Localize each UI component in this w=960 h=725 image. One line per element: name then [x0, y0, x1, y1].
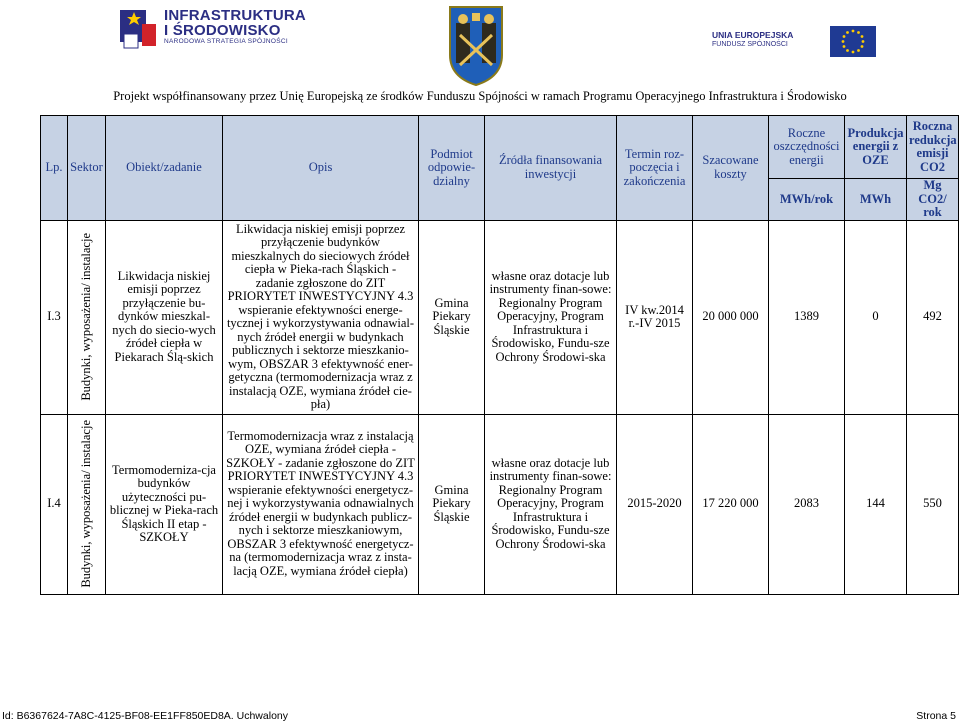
- col-header-sektor: Sektor: [68, 116, 106, 221]
- infrastruktura-emblem-icon: [120, 10, 158, 50]
- infrastruktura-subtitle: NARODOWA STRATEGIA SPÓJNOŚCI: [164, 38, 288, 45]
- cell-produkcja: 0: [845, 220, 907, 414]
- eu-subtitle: FUNDUSZ SPÓJNOŚCI: [712, 41, 788, 48]
- cell-obiekt: Likwidacja niskiej emisji poprzez przyłączenie bu-dynków mieszkal-nych do siecio-wych źródeł ciepła w Piekarach Ślą-skich: [106, 220, 223, 414]
- unit-redukcja: Mg CO2/ rok: [907, 179, 959, 221]
- header-row: [41, 116, 959, 179]
- cell-opis: Likwidacja niskiej emisji poprzez przyłączenie budynków mieszkalnych do sieciowych źródeł ciepła w Pieka-rach Śląskich - zadanie zgłoszone do ZIT PRIORYTET INWESTYCYJNY 4.3 wspieranie efektywności energe-tycznej i wykorzystywania odnawial-nych źródeł energii w budynkach publicznych i sektorze mieszkanio-wym, OBSZAR 3 efektywność ener-getyczna (termomodernizacja wraz z instalacją OZE, wymiana źródeł cie-pła): [223, 220, 419, 414]
- col-header-zrodla: Źródła finansowania inwestycji: [485, 116, 617, 221]
- table-row: [41, 220, 959, 414]
- col-header-koszty: Szacowane koszty: [693, 116, 769, 221]
- cell-zrodla: własne oraz dotacje lub instrumenty finan-sowe: Regionalny Program Operacyjny, Program Infrastruktura i Środowisko, Fundu-sze Ochrony Środowi-ska: [485, 414, 617, 594]
- cell-obiekt: Termomoderniza-cja budynków użyteczności pu-blicznej w Pieka-rach Śląskich II etap - SZKOŁY: [106, 414, 223, 594]
- cell-oszczednosci: 1389: [769, 220, 845, 414]
- cell-lp: I.4: [41, 414, 68, 594]
- infrastruktura-title: INFRASTRUKTURA I ŚRODOWISKO: [164, 7, 306, 39]
- eu-title: UNIA EUROPEJSKA: [712, 30, 794, 40]
- col-header-produkcja: Produkcja energii z OZE: [845, 116, 907, 179]
- cell-opis: Termomodernizacja wraz z instalacją OZE, wymiana źródeł ciepła - SZKOŁY - zadanie zgłoszone do ZIT PRIORYTET INWESTYCYJNY 4.3 wspieranie efektywności energetycz-nej i wykorzystywania odnawialnych źródeł energii w budynkach publicz-nych i sektorze mieszkaniowym, OBSZAR 3 efektywność energetycz-na (termomodernizacja wraz z insta-lacją OZE, wymiana źródeł ciepła): [223, 414, 419, 594]
- cell-sektor-text: Budynki, wyposażenia/ instalacje: [79, 233, 93, 401]
- cell-termin: IV kw.2014 r.-IV 2015: [617, 220, 693, 414]
- cell-sektor-text: Budynki, wyposażenia/ instalacje: [79, 420, 93, 588]
- cell-podmiot: Gmina Piekary Śląskie: [419, 414, 485, 594]
- col-header-lp: Lp.: [41, 116, 68, 221]
- col-header-oszczednosci: Roczne oszczędności energii: [769, 116, 845, 179]
- unit-oszczednosci: MWh/rok: [769, 179, 845, 221]
- coat-of-arms-icon: [446, 5, 506, 87]
- cell-termin: 2015-2020: [617, 414, 693, 594]
- col-header-termin: Termin roz-poczęcia i zakończenia: [617, 116, 693, 221]
- project-cofinancing-line: Projekt współfinansowany przez Unię Europejską ze środków Funduszu Spójności w ramach Programu Operacyjnego Infrastruktura i Środowisko: [113, 89, 847, 103]
- table-row: [41, 414, 959, 594]
- cell-koszty: 20 000 000: [693, 220, 769, 414]
- col-header-redukcja: Roczna redukcja emisji CO2: [907, 116, 959, 179]
- cell-koszty: 17 220 000: [693, 414, 769, 594]
- unit-produkcja: MWh: [845, 179, 907, 221]
- cell-redukcja: 492: [907, 220, 959, 414]
- page-number: Strona 5: [916, 710, 956, 722]
- col-header-opis: Opis: [223, 116, 419, 221]
- cell-sektor: [68, 220, 106, 414]
- cell-produkcja: 144: [845, 414, 907, 594]
- infrastruktura-logo: [120, 6, 306, 56]
- measures-table: [40, 115, 959, 595]
- eu-flag-icon: [830, 26, 876, 57]
- col-header-podmiot: Podmiot odpowie-dzialny: [419, 116, 485, 221]
- cell-oszczednosci: 2083: [769, 414, 845, 594]
- cell-sektor: [68, 414, 106, 594]
- cell-zrodla: własne oraz dotacje lub instrumenty finan-sowe: Regionalny Program Operacyjny, Program Infrastruktura i Środowisko, Fundu-sze Ochrony Środowi-ska: [485, 220, 617, 414]
- eu-logo: [712, 26, 902, 62]
- cell-lp: I.3: [41, 220, 68, 414]
- document-id-footer: Id: B6367624-7A8C-4125-BF08-EE1FF850ED8A. Uchwalony: [2, 710, 288, 722]
- col-header-obiekt: Obiekt/zadanie: [106, 116, 223, 221]
- cell-redukcja: 550: [907, 414, 959, 594]
- cell-podmiot: Gmina Piekary Śląskie: [419, 220, 485, 414]
